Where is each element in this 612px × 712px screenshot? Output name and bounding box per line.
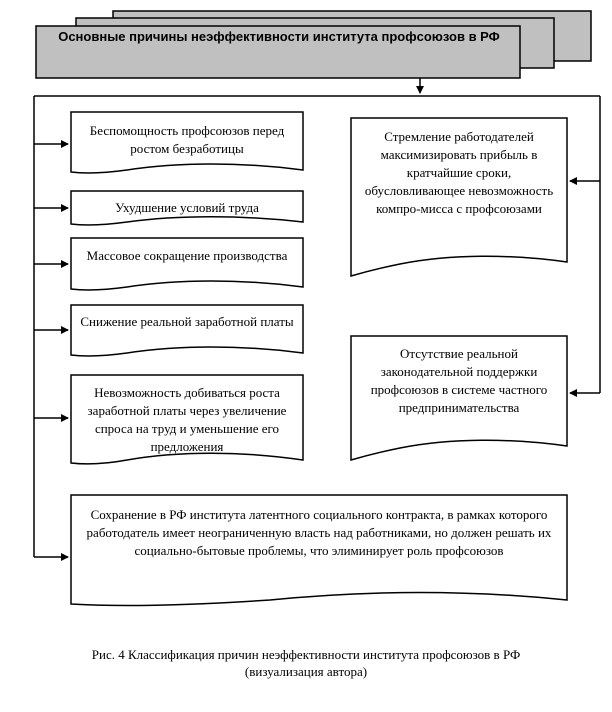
box-b2-text: Ухудшение условий труда: [115, 200, 259, 215]
box-b5-text: Невозможность добиваться роста заработной платы через увеличение спроса на труд и уменьшение его предложения: [87, 385, 287, 454]
caption-line-2: (визуализация автора): [244, 664, 368, 679]
box-b3-text: Массовое сокращение производства: [86, 248, 288, 263]
figure-caption: [20, 646, 592, 680]
box-bottom-text: Сохранение в РФ института латентного социального контракта, в рамках которого работодатель имеет неограниченную власть над работниками, но должен решать их социально-бытовые проблемы, что элиминирует роль профсоюзов: [86, 507, 552, 558]
box-r2-text: Отсутствие реальной законодательной поддержки профсоюзов в системе частного предпринимательства: [370, 346, 548, 415]
diagram-title: Основные причины неэффективности института профсоюзов в РФ: [58, 29, 500, 44]
caption-line-1: Рис. 4 Классификация причин неэффективности института профсоюзов в РФ: [91, 647, 521, 662]
box-r1-text: Стремление работодателей максимизировать прибыль в кратчайшие сроки, обусловливающее невозможность компро-мисса с профсоюзами: [364, 129, 554, 216]
box-b1-text: Беспомощность профсоюзов перед ростом безработицы: [89, 123, 285, 156]
box-b4-text: Снижение реальной заработной платы: [80, 314, 294, 329]
